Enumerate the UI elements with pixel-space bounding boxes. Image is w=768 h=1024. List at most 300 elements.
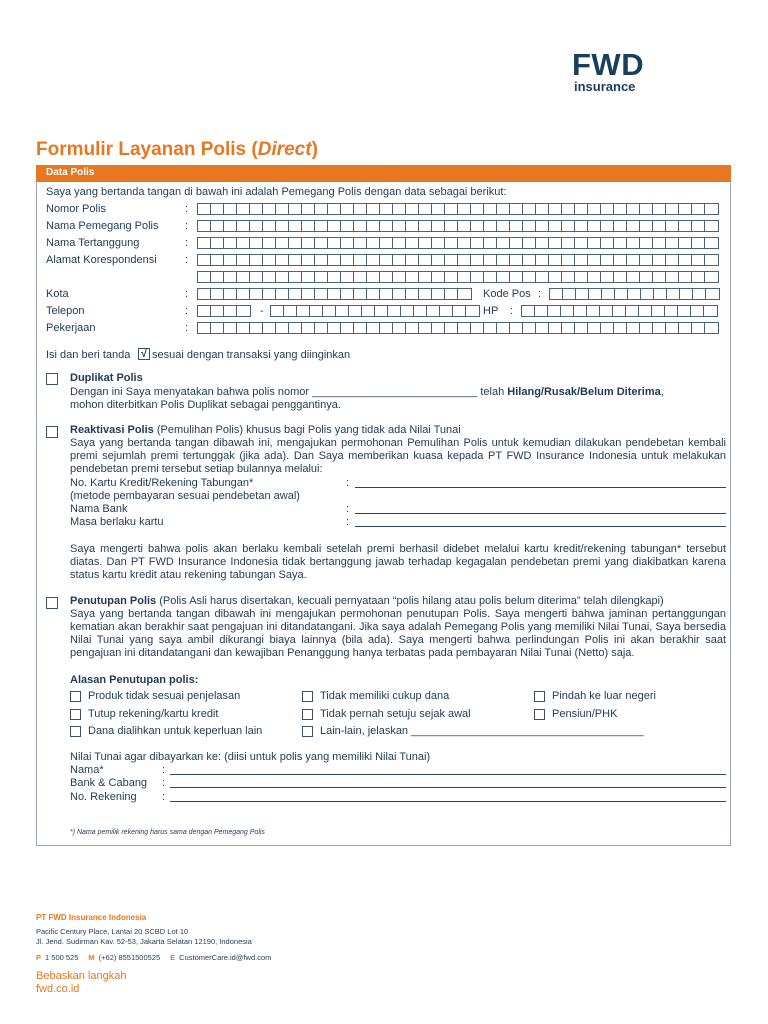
char-cell[interactable] [315,272,328,282]
char-cell[interactable] [666,255,679,265]
char-cell[interactable] [310,306,323,316]
char-cell[interactable] [341,272,354,282]
char-cell[interactable] [679,221,692,231]
reason-checkbox[interactable] [302,709,313,720]
char-cell[interactable] [289,323,302,333]
char-cell[interactable] [445,204,458,214]
masa-berlaku-line[interactable] [355,526,726,527]
char-cell[interactable] [341,323,354,333]
nama-bank-line[interactable] [355,513,726,514]
char-cell[interactable] [367,204,380,214]
char-cell[interactable] [576,289,589,299]
char-cell[interactable] [198,289,211,299]
char-cell[interactable] [419,204,432,214]
char-cell[interactable] [211,221,224,231]
char-cell[interactable] [497,221,510,231]
char-cell[interactable] [354,204,367,214]
char-cell[interactable] [432,238,445,248]
char-cell[interactable] [419,289,432,299]
char-cell[interactable] [393,221,406,231]
char-cell[interactable] [692,204,705,214]
char-cell[interactable] [666,221,679,231]
char-cell[interactable] [614,272,627,282]
char-cell[interactable] [601,204,614,214]
char-cell[interactable] [484,238,497,248]
char-cell[interactable] [375,306,388,316]
char-cell[interactable] [276,238,289,248]
reason-checkbox[interactable] [70,726,81,737]
char-cell[interactable] [666,323,679,333]
char-cell[interactable] [315,221,328,231]
char-cell[interactable] [550,289,563,299]
char-cell[interactable] [302,221,315,231]
char-cell[interactable] [666,272,679,282]
char-cell[interactable] [613,306,626,316]
char-cell[interactable] [341,255,354,265]
char-cell[interactable] [666,204,679,214]
reason-checkbox[interactable] [302,726,313,737]
char-cell[interactable] [315,255,328,265]
char-cell[interactable] [198,306,211,316]
char-cell[interactable] [471,272,484,282]
char-cell[interactable] [432,221,445,231]
char-cell[interactable] [432,255,445,265]
char-cell[interactable] [678,306,691,316]
char-cell[interactable] [639,306,652,316]
char-cell[interactable] [354,238,367,248]
char-cell[interactable] [419,272,432,282]
char-cell[interactable] [679,323,692,333]
char-cell[interactable] [640,204,653,214]
char-cell[interactable] [302,272,315,282]
char-cell[interactable] [706,289,719,299]
char-cell[interactable] [497,255,510,265]
char-cell[interactable] [367,238,380,248]
char-cell[interactable] [653,238,666,248]
char-cell[interactable] [302,289,315,299]
char-cell[interactable] [523,221,536,231]
nama-pemegang-boxes[interactable] [197,220,719,232]
char-cell[interactable] [414,306,427,316]
char-cell[interactable] [575,204,588,214]
nama-line[interactable] [170,774,726,775]
char-cell[interactable] [641,289,654,299]
char-cell[interactable] [237,238,250,248]
char-cell[interactable] [562,272,575,282]
char-cell[interactable] [575,255,588,265]
char-cell[interactable] [406,255,419,265]
char-cell[interactable] [198,323,211,333]
char-cell[interactable] [341,238,354,248]
char-cell[interactable] [211,289,224,299]
char-cell[interactable] [640,238,653,248]
char-cell[interactable] [510,238,523,248]
char-cell[interactable] [393,255,406,265]
char-cell[interactable] [432,272,445,282]
char-cell[interactable] [679,238,692,248]
char-cell[interactable] [367,289,380,299]
char-cell[interactable] [302,204,315,214]
char-cell[interactable] [289,255,302,265]
char-cell[interactable] [510,323,523,333]
char-cell[interactable] [419,255,432,265]
char-cell[interactable] [692,221,705,231]
char-cell[interactable] [224,306,237,316]
char-cell[interactable] [562,323,575,333]
char-cell[interactable] [250,204,263,214]
char-cell[interactable] [237,255,250,265]
char-cell[interactable] [627,323,640,333]
char-cell[interactable] [562,238,575,248]
char-cell[interactable] [224,289,237,299]
char-cell[interactable] [237,204,250,214]
char-cell[interactable] [380,238,393,248]
char-cell[interactable] [705,204,718,214]
char-cell[interactable] [679,255,692,265]
char-cell[interactable] [198,255,211,265]
char-cell[interactable] [471,221,484,231]
char-cell[interactable] [466,306,479,316]
char-cell[interactable] [445,289,458,299]
char-cell[interactable] [263,323,276,333]
reason-checkbox[interactable] [70,709,81,720]
char-cell[interactable] [602,289,615,299]
char-cell[interactable] [588,204,601,214]
char-cell[interactable] [652,306,665,316]
char-cell[interactable] [484,255,497,265]
char-cell[interactable] [388,306,401,316]
char-cell[interactable] [471,255,484,265]
char-cell[interactable] [614,255,627,265]
char-cell[interactable] [401,306,414,316]
char-cell[interactable] [510,221,523,231]
char-cell[interactable] [250,272,263,282]
char-cell[interactable] [705,272,718,282]
char-cell[interactable] [458,255,471,265]
char-cell[interactable] [549,221,562,231]
char-cell[interactable] [211,204,224,214]
char-cell[interactable] [510,204,523,214]
char-cell[interactable] [523,204,536,214]
char-cell[interactable] [271,306,284,316]
char-cell[interactable] [588,255,601,265]
char-cell[interactable] [406,272,419,282]
char-cell[interactable] [362,306,375,316]
char-cell[interactable] [328,255,341,265]
char-cell[interactable] [380,323,393,333]
char-cell[interactable] [563,289,576,299]
char-cell[interactable] [692,323,705,333]
char-cell[interactable] [432,289,445,299]
char-cell[interactable] [705,238,718,248]
char-cell[interactable] [406,323,419,333]
char-cell[interactable] [562,255,575,265]
char-cell[interactable] [263,204,276,214]
char-cell[interactable] [406,221,419,231]
char-cell[interactable] [653,323,666,333]
char-cell[interactable] [691,306,704,316]
char-cell[interactable] [276,204,289,214]
char-cell[interactable] [237,289,250,299]
char-cell[interactable] [458,272,471,282]
char-cell[interactable] [224,255,237,265]
char-cell[interactable] [458,221,471,231]
char-cell[interactable] [263,238,276,248]
char-cell[interactable] [705,323,718,333]
char-cell[interactable] [289,238,302,248]
alamat-boxes-1[interactable] [197,254,719,266]
char-cell[interactable] [250,255,263,265]
char-cell[interactable] [289,272,302,282]
char-cell[interactable] [705,221,718,231]
char-cell[interactable] [601,272,614,282]
char-cell[interactable] [328,238,341,248]
char-cell[interactable] [458,323,471,333]
char-cell[interactable] [445,272,458,282]
char-cell[interactable] [600,306,613,316]
char-cell[interactable] [406,238,419,248]
char-cell[interactable] [471,204,484,214]
char-cell[interactable] [198,272,211,282]
char-cell[interactable] [380,255,393,265]
char-cell[interactable] [666,238,679,248]
char-cell[interactable] [354,289,367,299]
char-cell[interactable] [302,255,315,265]
char-cell[interactable] [588,221,601,231]
hp-boxes[interactable] [521,305,718,317]
char-cell[interactable] [588,238,601,248]
nama-tertanggung-boxes[interactable] [197,237,719,249]
char-cell[interactable] [198,204,211,214]
kode-pos-boxes[interactable] [549,288,720,300]
char-cell[interactable] [302,238,315,248]
reason-checkbox[interactable] [302,691,313,702]
char-cell[interactable] [679,272,692,282]
char-cell[interactable] [653,272,666,282]
char-cell[interactable] [587,306,600,316]
char-cell[interactable] [263,272,276,282]
char-cell[interactable] [341,221,354,231]
char-cell[interactable] [497,204,510,214]
char-cell[interactable] [640,221,653,231]
char-cell[interactable] [380,289,393,299]
char-cell[interactable] [692,255,705,265]
char-cell[interactable] [614,221,627,231]
char-cell[interactable] [276,255,289,265]
penutupan-checkbox[interactable] [46,597,58,609]
char-cell[interactable] [445,238,458,248]
char-cell[interactable] [432,323,445,333]
char-cell[interactable] [536,221,549,231]
char-cell[interactable] [640,272,653,282]
char-cell[interactable] [614,204,627,214]
kota-boxes[interactable] [197,288,472,300]
char-cell[interactable] [601,221,614,231]
char-cell[interactable] [211,238,224,248]
char-cell[interactable] [289,221,302,231]
char-cell[interactable] [627,255,640,265]
char-cell[interactable] [680,289,693,299]
pekerjaan-boxes[interactable] [197,322,719,334]
char-cell[interactable] [692,272,705,282]
char-cell[interactable] [323,306,336,316]
char-cell[interactable] [536,204,549,214]
char-cell[interactable] [289,289,302,299]
char-cell[interactable] [614,323,627,333]
char-cell[interactable] [406,289,419,299]
char-cell[interactable] [484,221,497,231]
char-cell[interactable] [419,221,432,231]
char-cell[interactable] [263,289,276,299]
no-rekening-line[interactable] [170,801,726,802]
char-cell[interactable] [284,306,297,316]
char-cell[interactable] [562,221,575,231]
char-cell[interactable] [654,289,667,299]
char-cell[interactable] [589,289,602,299]
char-cell[interactable] [263,221,276,231]
nomor-polis-boxes[interactable] [197,203,719,215]
char-cell[interactable] [693,289,706,299]
char-cell[interactable] [574,306,587,316]
char-cell[interactable] [328,221,341,231]
char-cell[interactable] [522,306,535,316]
char-cell[interactable] [224,204,237,214]
char-cell[interactable] [349,306,362,316]
char-cell[interactable] [341,289,354,299]
char-cell[interactable] [549,323,562,333]
alamat-boxes-2[interactable] [197,271,719,283]
char-cell[interactable] [458,289,471,299]
char-cell[interactable] [497,272,510,282]
char-cell[interactable] [211,323,224,333]
char-cell[interactable] [665,306,678,316]
char-cell[interactable] [224,238,237,248]
char-cell[interactable] [458,204,471,214]
char-cell[interactable] [510,255,523,265]
telepon-boxes[interactable] [270,305,480,317]
char-cell[interactable] [432,204,445,214]
char-cell[interactable] [328,289,341,299]
char-cell[interactable] [601,238,614,248]
char-cell[interactable] [341,204,354,214]
char-cell[interactable] [393,289,406,299]
char-cell[interactable] [336,306,349,316]
char-cell[interactable] [237,221,250,231]
char-cell[interactable] [276,289,289,299]
kartu-line[interactable] [355,487,726,488]
char-cell[interactable] [276,221,289,231]
char-cell[interactable] [393,323,406,333]
char-cell[interactable] [523,238,536,248]
char-cell[interactable] [328,323,341,333]
char-cell[interactable] [653,221,666,231]
char-cell[interactable] [523,272,536,282]
char-cell[interactable] [237,323,250,333]
char-cell[interactable] [575,272,588,282]
char-cell[interactable] [315,204,328,214]
char-cell[interactable] [224,323,237,333]
char-cell[interactable] [627,238,640,248]
char-cell[interactable] [263,255,276,265]
char-cell[interactable] [536,323,549,333]
char-cell[interactable] [427,306,440,316]
char-cell[interactable] [601,323,614,333]
reaktivasi-checkbox[interactable] [46,426,58,438]
char-cell[interactable] [237,272,250,282]
bank-cabang-line[interactable] [170,787,726,788]
char-cell[interactable] [198,221,211,231]
char-cell[interactable] [315,289,328,299]
char-cell[interactable] [354,255,367,265]
char-cell[interactable] [628,289,641,299]
char-cell[interactable] [393,238,406,248]
char-cell[interactable] [536,272,549,282]
duplikat-checkbox[interactable] [46,373,58,385]
char-cell[interactable] [211,272,224,282]
char-cell[interactable] [440,306,453,316]
char-cell[interactable] [523,323,536,333]
char-cell[interactable] [497,238,510,248]
char-cell[interactable] [315,238,328,248]
reason-checkbox[interactable] [534,691,545,702]
char-cell[interactable] [484,272,497,282]
char-cell[interactable] [484,323,497,333]
char-cell[interactable] [510,272,523,282]
char-cell[interactable] [211,255,224,265]
char-cell[interactable] [393,204,406,214]
char-cell[interactable] [575,238,588,248]
char-cell[interactable] [640,323,653,333]
char-cell[interactable] [328,204,341,214]
char-cell[interactable] [561,306,574,316]
char-cell[interactable] [704,306,717,316]
char-cell[interactable] [328,272,341,282]
char-cell[interactable] [562,204,575,214]
char-cell[interactable] [445,255,458,265]
char-cell[interactable] [211,306,224,316]
char-cell[interactable] [250,238,263,248]
char-cell[interactable] [627,204,640,214]
char-cell[interactable] [549,204,562,214]
char-cell[interactable] [276,323,289,333]
char-cell[interactable] [601,255,614,265]
char-cell[interactable] [354,221,367,231]
char-cell[interactable] [548,306,561,316]
char-cell[interactable] [406,204,419,214]
char-cell[interactable] [575,323,588,333]
char-cell[interactable] [276,272,289,282]
char-cell[interactable] [297,306,310,316]
char-cell[interactable] [367,323,380,333]
char-cell[interactable] [367,221,380,231]
char-cell[interactable] [354,272,367,282]
char-cell[interactable] [302,323,315,333]
char-cell[interactable] [250,289,263,299]
char-cell[interactable] [250,221,263,231]
char-cell[interactable] [484,204,497,214]
char-cell[interactable] [653,204,666,214]
char-cell[interactable] [380,272,393,282]
char-cell[interactable] [627,221,640,231]
char-cell[interactable] [575,221,588,231]
char-cell[interactable] [453,306,466,316]
char-cell[interactable] [667,289,680,299]
char-cell[interactable] [445,323,458,333]
char-cell[interactable] [627,272,640,282]
char-cell[interactable] [224,272,237,282]
char-cell[interactable] [380,204,393,214]
char-cell[interactable] [549,272,562,282]
